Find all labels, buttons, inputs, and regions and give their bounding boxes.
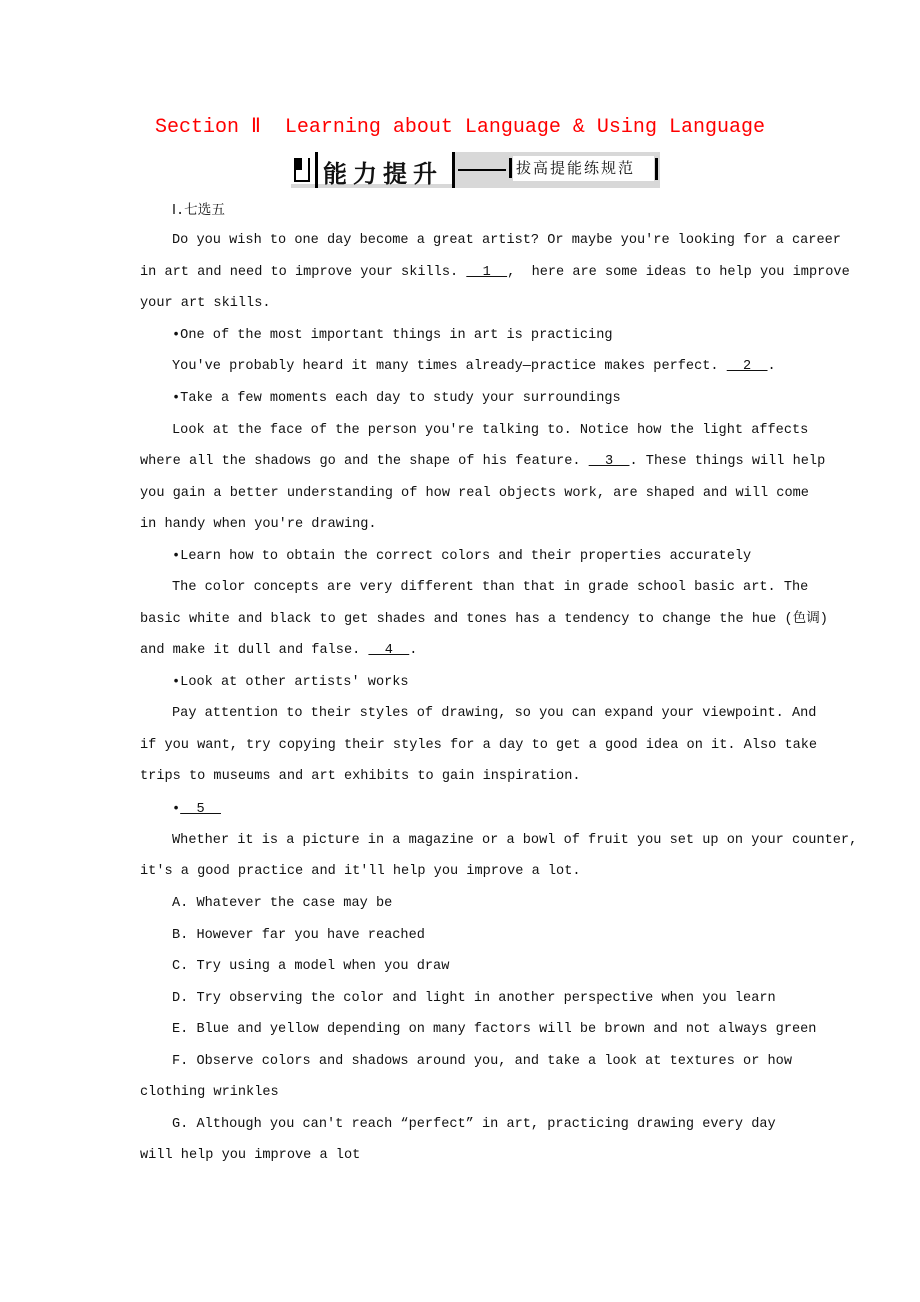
question-line — [140, 453, 825, 471]
text-line — [172, 579, 808, 597]
line-text: You've probably heard it many times already—practice makes perfect. — [172, 359, 727, 374]
line-text: •One of the most important things in art is practicing — [172, 328, 613, 343]
text-line — [172, 1053, 792, 1071]
question-line — [172, 358, 776, 376]
line-text: trips to museums and art exhibits to gain inspiration. — [140, 769, 581, 784]
line-text: •Learn how to obtain the correct colors and their properties accurately — [172, 549, 752, 564]
text-line — [172, 422, 808, 440]
line-text: G. Although you can't reach “perfect” in art, practicing drawing every day — [172, 1117, 776, 1132]
line-text: Look at the face of the person you're talking to. Notice how the light affects — [172, 423, 809, 438]
text-line — [140, 863, 581, 881]
line-text: , here are some ideas to help you improve — [507, 265, 850, 280]
line-text: . These things will help — [629, 454, 826, 469]
line-text: Do you wish to one day become a great artist? Or maybe you're looking for a career — [172, 233, 841, 248]
line-text: F. Observe colors and shadows around you, and take a look at textures or how — [172, 1054, 792, 1069]
text-line — [172, 203, 225, 221]
text-line — [140, 485, 809, 503]
line-text: in art and need to improve your skills. — [140, 265, 467, 280]
line-text: it's a good practice and it'll help you improve a lot. — [140, 864, 581, 879]
answer-blank: 5 — [180, 802, 221, 817]
line-text: will help you improve a lot — [140, 1148, 361, 1163]
answer-blank: 3 — [588, 454, 630, 469]
line-text: B. However far you have reached — [172, 928, 425, 943]
question-line — [140, 642, 417, 660]
line-text: Whether it is a picture in a magazine or a bowl of fruit you set up on your counter, — [172, 833, 858, 848]
banner-main-text: 能力提升 — [323, 160, 443, 188]
line-text: Ⅰ.七选五 — [172, 204, 225, 219]
answer-blank: 1 — [466, 265, 508, 280]
line-text: Pay attention to their styles of drawing, so you can expand your viewpoint. And — [172, 706, 817, 721]
banner-icon — [294, 158, 310, 182]
text-line — [172, 232, 841, 250]
text-line — [140, 737, 817, 755]
question-line — [172, 801, 221, 819]
text-line — [140, 516, 377, 534]
line-text: •Take a few moments each day to study your surroundings — [172, 391, 621, 406]
text-line — [172, 390, 621, 408]
text-line — [140, 768, 581, 786]
text-line — [172, 1116, 776, 1134]
line-text: E. Blue and yellow depending on many factors will be brown and not always green — [172, 1022, 817, 1037]
section-title: Section Ⅱ Learning about Language & Using Language — [155, 116, 765, 139]
text-line — [172, 832, 857, 850]
line-text: clothing wrinkles — [140, 1085, 279, 1100]
section-banner — [291, 152, 660, 188]
line-text: . — [409, 643, 418, 658]
line-text: basic white and black to get shades and tones has a tendency to change the hue (色调) — [140, 612, 828, 627]
line-text: The color concepts are very different than that in grade school basic art. The — [172, 580, 809, 595]
text-line — [172, 705, 816, 723]
text-line — [172, 674, 409, 692]
text-line — [172, 927, 425, 945]
line-text: D. Try observing the color and light in another perspective when you learn — [172, 991, 776, 1006]
line-text: where all the shadows go and the shape of his feature. — [140, 454, 589, 469]
line-text: and make it dull and false. — [140, 643, 369, 658]
text-line — [140, 295, 271, 313]
text-line — [172, 1021, 816, 1039]
text-line — [172, 990, 776, 1008]
line-text: C. Try using a model when you draw — [172, 959, 450, 974]
line-text: •Look at other artists' works — [172, 675, 409, 690]
text-line — [172, 548, 751, 566]
text-line — [172, 327, 613, 345]
text-line — [172, 958, 449, 976]
line-text: A. Whatever the case may be — [172, 896, 393, 911]
line-text: if you want, try copying their styles for a day to get a good idea on it. Also take — [140, 738, 818, 753]
line-text: • — [172, 802, 181, 817]
line-text: your art skills. — [140, 296, 271, 311]
line-text: . — [767, 359, 776, 374]
banner-sub-text: 拔高提能练规范 — [513, 156, 654, 181]
question-line — [140, 264, 850, 282]
answer-blank: 2 — [726, 359, 768, 374]
text-line — [140, 1084, 279, 1102]
line-text: in handy when you're drawing. — [140, 517, 377, 532]
line-text: you gain a better understanding of how real objects work, are shaped and will come — [140, 486, 809, 501]
answer-blank: 4 — [368, 643, 410, 658]
text-line — [172, 895, 392, 913]
text-line — [140, 1147, 360, 1165]
text-line — [140, 611, 828, 629]
